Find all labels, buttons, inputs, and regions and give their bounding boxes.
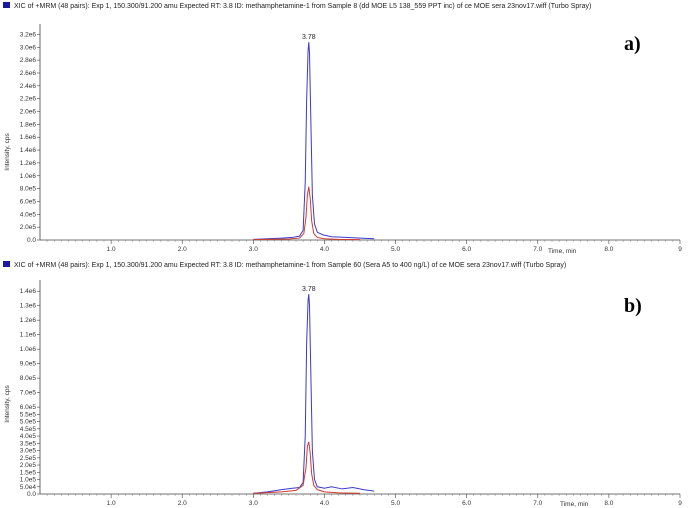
chromatogram-panel-b: [0, 254, 688, 508]
x-tick-label: 9: [678, 246, 682, 253]
y-axis-label: Intensity, cps: [4, 385, 11, 423]
y-tick-label: 9.0e5: [19, 360, 36, 368]
y-tick-label: 1.0e5: [19, 476, 36, 484]
y-tick-label: 1.4e6: [19, 288, 36, 296]
y-tick-label: 2.0e5: [19, 224, 36, 232]
y-tick-label: 1.5e5: [19, 469, 36, 477]
square-marker-icon: [3, 261, 10, 267]
panel-label: a): [624, 33, 641, 55]
y-tick-label: 1.1e6: [19, 331, 36, 339]
y-tick-label: 1.3e6: [19, 302, 36, 310]
series-line-2: [253, 187, 360, 240]
y-tick-label: 2.0e5: [19, 462, 36, 470]
y-tick-label: 0.0: [26, 237, 36, 244]
y-tick-label: 7.0e5: [19, 389, 36, 397]
x-tick-label: 3.0: [248, 500, 258, 507]
peak-label: 3.78: [301, 34, 316, 42]
y-tick-label: 5.0e4: [19, 483, 36, 491]
y-tick-label: 2.4e6: [19, 82, 36, 90]
y-tick-label: 0.0: [26, 491, 36, 498]
y-tick-label: 3.2e6: [19, 31, 36, 39]
x-tick-label: 6.0: [462, 500, 472, 507]
x-tick-label: 7.0: [533, 246, 543, 253]
y-tick-label: 5.5e5: [19, 411, 36, 419]
x-tick-label: 5.0: [391, 246, 401, 253]
y-tick-label: 1.4e6: [19, 147, 36, 155]
y-tick-label: 8.0e5: [19, 375, 36, 383]
peak-label: 3.78: [301, 286, 316, 294]
y-tick-label: 1.6e6: [19, 134, 36, 142]
x-tick-label: 3.0: [248, 246, 258, 253]
y-tick-label: 4.0e5: [19, 211, 36, 219]
y-tick-label: 1.0e6: [19, 346, 36, 354]
x-tick-label: 1.0: [106, 500, 116, 507]
chart-title: XIC of +MRM (48 pairs): Exp 1, 150.300/91.200 amu Expected RT: 3.8 ID: methamphetamine-1 from Sample 8 (dd MOE L5 138_559 PPT inc) of ce MOE sera 23nov17.wiff (Turbo Spray): [14, 3, 592, 10]
chromatogram-b-svg: [0, 254, 688, 508]
y-tick-label: 6.0e5: [19, 198, 36, 206]
x-axis-label: Time, min: [548, 248, 577, 254]
y-tick-label: 5.0e5: [19, 418, 36, 426]
y-tick-label: 3.0e5: [19, 447, 36, 455]
plot-area: [20, 24, 682, 253]
y-tick-label: 4.0e5: [19, 433, 36, 441]
y-tick-label: 2.5e5: [19, 454, 36, 462]
x-tick-label: 7.0: [533, 500, 543, 507]
plot-area: [20, 280, 682, 507]
y-tick-label: 2.0e6: [19, 108, 36, 116]
x-axis-label: Time, min: [560, 501, 589, 508]
x-tick-label: 2.0: [177, 246, 187, 253]
y-tick-label: 6.0e5: [19, 404, 36, 412]
series-line-1: [253, 294, 374, 493]
y-tick-label: 1.0e6: [19, 172, 36, 180]
x-tick-label: 5.0: [391, 500, 401, 507]
x-tick-label: 8.0: [604, 500, 614, 507]
y-axis-label: Intensity, cps: [4, 133, 11, 171]
chart-title: XIC of +MRM (48 pairs): Exp 1, 150.300/91.200 amu Expected RT: 3.8 ID: methamphetamine-1 from Sample 60 (Sera A5 to 400 ng/L) of ce MOE sera 23nov17.wiff (Turbo Spray): [14, 262, 567, 269]
y-tick-label: 1.8e6: [19, 121, 36, 129]
y-tick-label: 3.5e5: [19, 440, 36, 448]
panel-label: b): [624, 295, 642, 317]
y-tick-label: 2.8e6: [19, 57, 36, 65]
x-tick-label: 4.0: [319, 500, 329, 507]
x-tick-label: 6.0: [462, 246, 472, 253]
square-marker-icon: [3, 2, 10, 8]
y-tick-label: 1.2e6: [19, 317, 36, 325]
x-tick-label: 1.0: [106, 246, 116, 253]
y-tick-label: 3.0e6: [19, 44, 36, 52]
y-tick-label: 4.5e5: [19, 425, 36, 433]
y-tick-label: 8.0e5: [19, 185, 36, 193]
y-tick-label: 2.6e6: [19, 69, 36, 77]
y-tick-label: 2.2e6: [19, 95, 36, 103]
x-tick-label: 8.0: [604, 246, 614, 253]
x-tick-label: 4.0: [319, 246, 329, 253]
y-tick-label: 1.2e6: [19, 159, 36, 167]
series-line-2: [253, 442, 360, 493]
x-tick-label: 2.0: [177, 500, 187, 507]
x-tick-label: 9: [678, 500, 682, 507]
series-line-1: [253, 42, 374, 239]
